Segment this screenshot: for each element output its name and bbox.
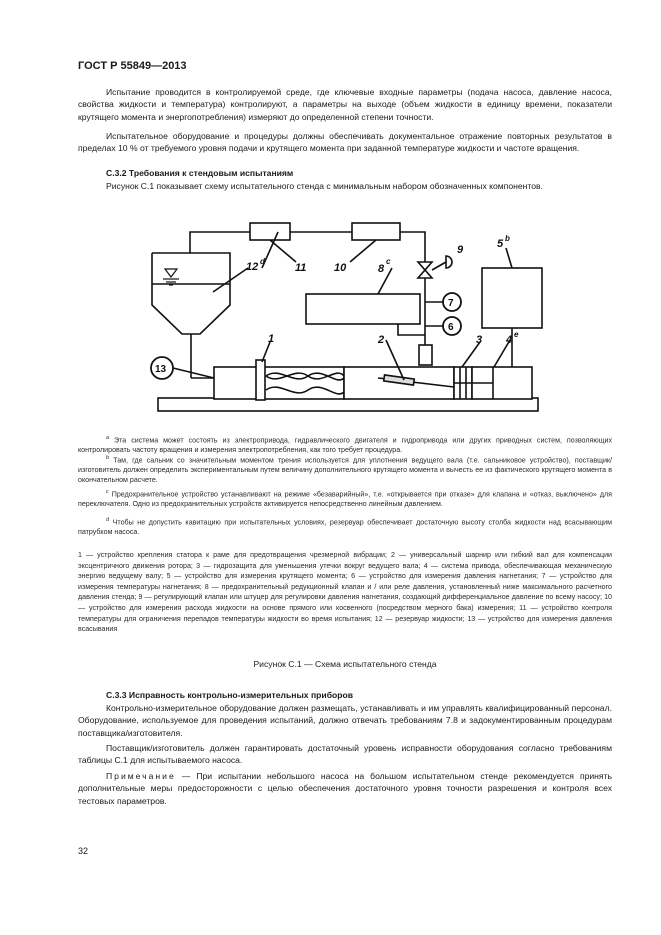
label-6: 6 bbox=[448, 322, 454, 333]
label-7: 7 bbox=[448, 298, 454, 309]
footnote-b: $^b$ Там, где сальник со значительным моментом трения используется для уплотнения ведущего вала (т.е. сальниковое устройство), поставщик/изготовитель должен определить экспериментальным путем величину дополнительного крутящего момента и вычесть ее из фактического крутящего момента в окончательном расчете. bbox=[78, 455, 612, 485]
label-9: 9 bbox=[457, 244, 464, 256]
footnote-d: $^d$ Чтобы не допустить кавитацию при испытательных условиях, резервуар обеспечивает достаточную высоту столба жидкости над всасывающим патрубком насоса. bbox=[78, 517, 612, 537]
section-c33-heading: С.3.3 Исправность контрольно-измерительных приборов bbox=[106, 690, 354, 700]
page-number: 32 bbox=[78, 846, 89, 856]
label-1: 1 bbox=[268, 333, 275, 345]
label-10: 10 bbox=[334, 262, 347, 274]
label-8-sup: c bbox=[386, 257, 391, 266]
label-2: 2 bbox=[378, 334, 385, 346]
label-13: 13 bbox=[155, 364, 167, 375]
label-3: 3 bbox=[476, 334, 483, 346]
intro-paragraph-1: Испытание проводится в контролируемой среде, где ключевые входные параметры (подача насоса, давление насоса, свойства жидкости и температура) контролируют, а параметры на выходе (объем жидкости в единицу времени, показатели крутящего момента и энергопотребления) измеряют до определенной степени точности. bbox=[78, 87, 612, 122]
section-c32-text: Рисунок С.1 показывает схему испытательного стенда с минимальным набором обозначенных компонентов. bbox=[106, 181, 543, 191]
label-11: 11 bbox=[295, 262, 307, 274]
label-4-sup: e bbox=[514, 330, 519, 339]
label-4: 4 bbox=[506, 334, 513, 346]
section-c33-note: Примечание — При испытании небольшого насоса на большом испытательном стенде рекомендуется принять дополнительные меры предосторожности с целью обеспечения достаточного уровня точности разрешения и контроля всех тестовых параметров. bbox=[78, 771, 612, 806]
figure-legend: 1 — устройство крепления статора к раме для предотвращения чрезмерной вибрации; 2 — универсальный шарнир или гибкий вал для компенсации эксцентричного движения ротора; 3 — гидрозащита для уменьшения утечки вокруг ведущего вала; 4 — система привода, обеспечивающая механическую энергию ведущему валу; 5 — устройство для измерения крутящего момента; 6 — устройство для измерения давления нагнетания; 7 — устройство для измерения температуры нагнетания; 8 — предохранительный редукционный клапан и / или реле давления, установленный ниже максимального расчетного давления стенда; 9 — регулирующий клапан или штуцер для регулировки давления нагнетания, создающий дифференциальное давление по всему насосу; 10 — устройство для измерения расхода жидкости на основе прямого или косвенного (посредством мерного бака) измерения; 11 — устройство контроля температуры для ограничения перепадов температуры жидкости во время испытания; 12 — резервуар жидкости; 13 — устройство для измерения давления всасывания bbox=[78, 551, 612, 634]
footnote-c: $^c$ Предохранительное устройство устанавливают на режиме «безаварийный», т.е. «открывается при отказе» для клапана и «отказ, выключено» для переключателя. Одно из предохранительных устройств активируется непосредственно линейным давлением. bbox=[78, 489, 612, 509]
label-8: 8 bbox=[378, 263, 385, 275]
intro-paragraph-2: Испытательное оборудование и процедуры должны обеспечивать документальное отражение повторных результатов в пределах 10 % от требуемого уровня подачи и крутящего момента при заданной температуре жидкости и частоте вращения. bbox=[78, 131, 612, 154]
label-12-sup: d bbox=[260, 257, 265, 266]
document-header: ГОСТ Р 55849—2013 bbox=[78, 60, 187, 72]
section-c33-paragraph-2: Поставщик/изготовитель должен гарантировать достаточный уровень исправности оборудования согласно требованиям таблицы С.1 для испытываемого насоса. bbox=[78, 743, 612, 766]
label-12: 12 bbox=[246, 261, 259, 273]
label-5: 5 bbox=[497, 238, 504, 250]
figure-caption: Рисунок С.1 — Схема испытательного стенда bbox=[253, 659, 437, 669]
label-5-sup: b bbox=[505, 234, 510, 243]
section-c33-paragraph-1: Контрольно-измерительное оборудование должен размещать, устанавливать и им управлять квалифицированный персонал. Оборудование, используемое для проведения испытаний, должно отвечать требованиям 7.8 и задокументированным процедурам поставщика/изготовителя. bbox=[78, 703, 612, 738]
footnote-a: $^a$ Эта система может состоять из электропривода, гидравлического двигателя и гидропривода или других приводных систем, позволяющих контролировать частоту вращения и измерения электропотребления, как того требует процедура. bbox=[78, 435, 612, 455]
section-c32-heading: С.3.2 Требования к стендовым испытаниям bbox=[106, 168, 294, 178]
